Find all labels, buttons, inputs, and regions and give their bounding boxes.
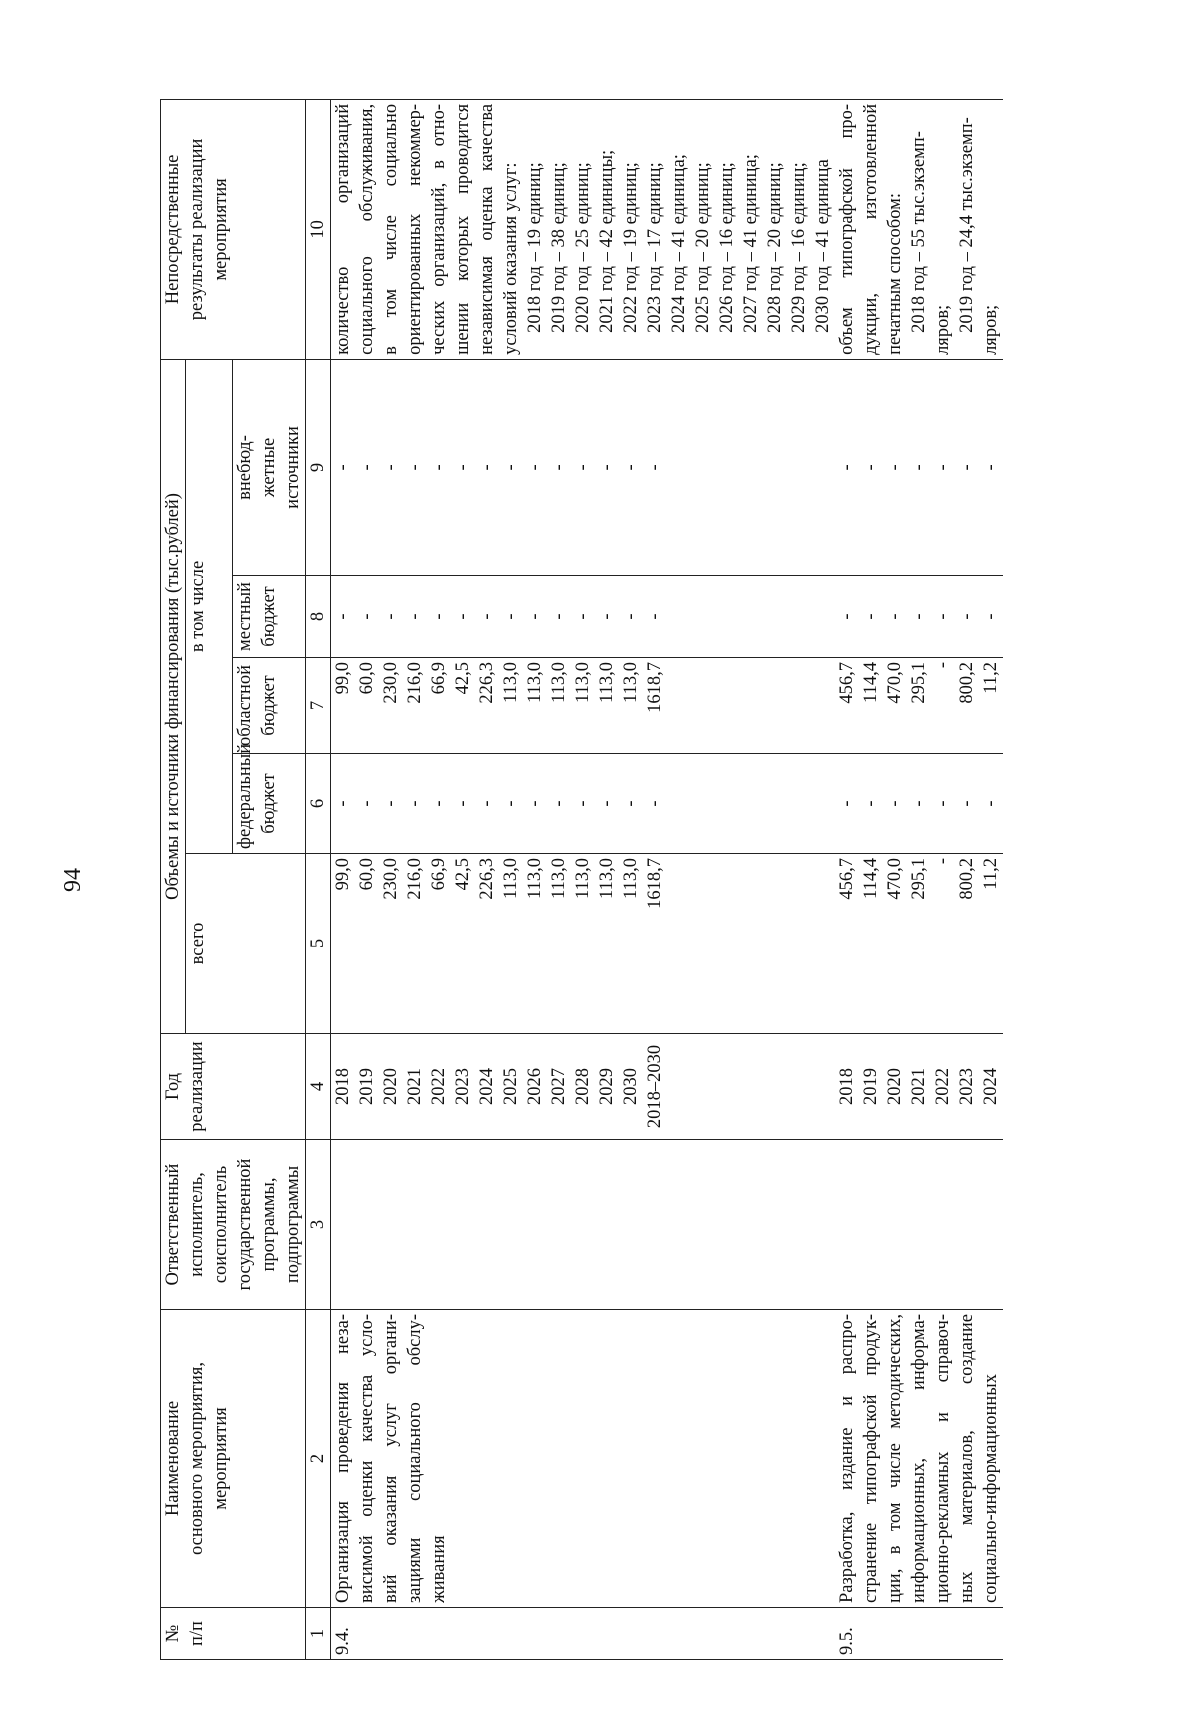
federal-cell [331, 754, 836, 854]
cell-line: 42,5 [453, 662, 473, 695]
cell-line: 2021 [909, 1068, 929, 1105]
cell-line: - [573, 613, 593, 620]
cell-line: странение типографской продук- [861, 1314, 881, 1603]
cell-line: 2028 [573, 1068, 593, 1105]
cell-line: социального обслуживания, [357, 103, 377, 355]
cell-line: 2030 [621, 1068, 641, 1105]
cell-line: - [597, 613, 617, 620]
cell-line: - [645, 464, 665, 471]
cell-line: 295,1 [909, 858, 929, 900]
cell-line: 2027 [549, 1068, 569, 1105]
year-cell [835, 1034, 1003, 1140]
cell-line: условий оказания услуг: [501, 162, 521, 355]
cell-line: 11,2 [981, 858, 1001, 890]
row-number: 9.4. [331, 1608, 836, 1660]
col-number: 1 [306, 1608, 331, 1660]
cell-line: - [405, 800, 425, 807]
cell-line: - [837, 613, 857, 620]
cell-line: 2024 год – 41 единица; [669, 154, 689, 333]
cell-line: 2026 [525, 1068, 545, 1105]
cell-line: 2024 [981, 1068, 1001, 1105]
cell-line: 42,5 [453, 858, 473, 891]
cell-line: - [477, 800, 497, 807]
cell-line: шении которых проводится [453, 103, 473, 355]
cell-line: - [477, 613, 497, 620]
cell-line: 2019 год – 38 единиц; [549, 162, 569, 333]
cell-line: 2030 год – 41 единица [813, 159, 833, 333]
executor-cell [835, 1140, 1003, 1310]
header-funding: Объемы и источники финансирования (тыс.рублей) [161, 359, 186, 1033]
cell-line: 2019 [861, 1068, 881, 1105]
cell-line: 2019 год – 24,4 тыс.экземп- [957, 117, 977, 333]
regional-cell [835, 658, 1003, 754]
local-cell [835, 576, 1003, 658]
federal-cell [835, 754, 1003, 854]
cell-line: 113,0 [525, 662, 545, 703]
cell-line: 2023 [957, 1068, 977, 1105]
offbudget-cell [331, 359, 836, 575]
cell-line: 60,0 [357, 662, 377, 695]
header-regional: областной бюджет [233, 658, 306, 754]
cell-line: 114,4 [861, 662, 881, 703]
cell-line: 2029 [597, 1068, 617, 1105]
header-no: № п/п [161, 1608, 306, 1660]
cell-line: - [885, 464, 905, 471]
cell-line: 2022 [429, 1068, 449, 1105]
cell-line: - [429, 613, 449, 620]
column-number-row [306, 99, 331, 1659]
cell-line: ляров; [933, 304, 953, 355]
cell-line: - [621, 800, 641, 807]
cell-line: - [333, 800, 353, 807]
cell-line: - [933, 464, 953, 471]
cell-line: 99,0 [333, 662, 353, 695]
cell-line: 470,0 [885, 662, 905, 704]
cell-line: - [933, 858, 953, 865]
header-local: местный бюджет [233, 576, 306, 658]
cell-line: - [861, 800, 881, 807]
cell-line: - [525, 800, 545, 807]
cell-line: 66,9 [429, 662, 449, 695]
col-number: 8 [306, 576, 331, 658]
cell-line: ных материалов, создание [957, 1314, 977, 1603]
cell-line: - [549, 464, 569, 471]
cell-line: - [405, 613, 425, 620]
cell-line: 2020 [885, 1068, 905, 1105]
cell-line: 113,0 [501, 662, 521, 703]
cell-line: 800,2 [957, 662, 977, 704]
cell-line: 11,2 [981, 662, 1001, 694]
cell-line: - [957, 464, 977, 471]
cell-line: 2018 [837, 1068, 857, 1105]
cell-line: независимая оценка качества [477, 103, 497, 355]
cell-line: информационных, информа- [909, 1314, 929, 1603]
cell-line: - [621, 464, 641, 471]
cell-line: - [573, 464, 593, 471]
cell-line: 2028 год – 20 единиц; [765, 162, 785, 333]
cell-line: 226,3 [477, 858, 497, 900]
cell-line: 2022 год – 19 единиц; [621, 162, 641, 333]
cell-line: 456,7 [837, 662, 857, 704]
cell-line: 216,0 [405, 662, 425, 704]
cell-line: количество организаций [333, 103, 353, 355]
cell-line: зациями социального обслу- [405, 1314, 425, 1603]
cell-line: - [957, 800, 977, 807]
cell-line: 230,0 [381, 858, 401, 900]
cell-line: - [933, 800, 953, 807]
col-number: 6 [306, 754, 331, 854]
cell-line: - [381, 800, 401, 807]
cell-line: 113,0 [597, 858, 617, 899]
cell-line: - [453, 464, 473, 471]
col-number: 3 [306, 1140, 331, 1310]
header-executor: Ответственный исполнитель, соисполнитель государственной программы, подпрограммы [161, 1140, 306, 1310]
header-total: всего [186, 854, 306, 1034]
cell-line: 1618,7 [645, 858, 665, 909]
cell-line: - [525, 613, 545, 620]
local-cell [331, 576, 836, 658]
cell-line: 230,0 [381, 662, 401, 704]
page-number: 94 [60, 868, 86, 892]
cell-line: - [885, 800, 905, 807]
cell-line: - [501, 800, 521, 807]
cell-line: 2021 [405, 1068, 425, 1105]
cell-line: 113,0 [549, 858, 569, 899]
header-name: Наименование основного мероприятия, мероприятия [161, 1310, 306, 1608]
header-offbudget: внебюд- жетные источники [233, 359, 306, 575]
year-cell [331, 1034, 836, 1140]
cell-line: объем типографской про- [837, 103, 857, 355]
header-incl: в том числе [186, 359, 233, 853]
table-row-9-4 [331, 99, 836, 1659]
cell-line: - [525, 464, 545, 471]
offbudget-cell [835, 359, 1003, 575]
cell-line: - [381, 464, 401, 471]
cell-line: 113,0 [549, 662, 569, 703]
cell-line: - [405, 464, 425, 471]
col-number: 10 [306, 99, 331, 359]
cell-line: 456,7 [837, 858, 857, 900]
total-cell [331, 854, 836, 1034]
cell-line: 2019 [357, 1068, 377, 1105]
cell-line: 113,0 [573, 858, 593, 899]
cell-line: - [453, 613, 473, 620]
cell-line: 2026 год – 16 единиц; [717, 162, 737, 333]
cell-line: - [837, 464, 857, 471]
col-number: 5 [306, 854, 331, 1034]
cell-line: - [501, 464, 521, 471]
cell-line: 60,0 [357, 858, 377, 891]
cell-line: 2022 [933, 1068, 953, 1105]
cell-line: ляров; [981, 304, 1001, 355]
activity-name [835, 1310, 1003, 1608]
cell-line: - [597, 800, 617, 807]
cell-line: 2018–2030 [645, 1044, 665, 1129]
executor-cell [331, 1140, 836, 1310]
rotated-table-page [60, 100, 1200, 1660]
cell-line: - [549, 613, 569, 620]
cell-line: - [645, 613, 665, 620]
header-year: Год реализации [161, 1034, 306, 1140]
col-number: 7 [306, 658, 331, 754]
cell-line: - [597, 464, 617, 471]
cell-line: социально-информационных [981, 1374, 1001, 1603]
cell-line: - [453, 800, 473, 807]
cell-line: 2025 [501, 1068, 521, 1105]
cell-line: - [981, 613, 1001, 620]
cell-line: Организация проведения неза- [333, 1314, 353, 1603]
cell-line: - [429, 464, 449, 471]
total-cell [835, 854, 1003, 1034]
cell-line: - [861, 464, 881, 471]
col-number: 9 [306, 359, 331, 575]
cell-line: ции, в том числе методических, [885, 1314, 905, 1603]
cell-line: - [333, 464, 353, 471]
cell-line: 99,0 [333, 858, 353, 891]
cell-line: - [933, 662, 953, 669]
program-activities-table [160, 99, 1003, 1660]
cell-line: 216,0 [405, 858, 425, 900]
result-cell [835, 99, 1003, 359]
cell-line: - [957, 613, 977, 620]
cell-line: - [933, 613, 953, 620]
cell-line: - [837, 800, 857, 807]
col-number: 4 [306, 1034, 331, 1140]
cell-line: 2018 год – 55 тыс.экземп- [909, 131, 929, 333]
cell-line: 2020 год – 25 единиц; [573, 162, 593, 333]
cell-line: 113,0 [501, 858, 521, 899]
cell-line: 113,0 [525, 858, 545, 899]
cell-line: живания [429, 1535, 449, 1603]
cell-line: - [981, 464, 1001, 471]
activity-name [331, 1310, 836, 1608]
cell-line: - [645, 800, 665, 807]
cell-line: ориентированных некоммер- [405, 103, 425, 355]
cell-line: - [909, 613, 929, 620]
cell-line: - [573, 800, 593, 807]
cell-line: ческих организаций, в отно- [429, 103, 449, 355]
cell-line: 2025 год – 20 единиц; [693, 162, 713, 333]
cell-line: 226,3 [477, 662, 497, 704]
regional-cell [331, 658, 836, 754]
cell-line: 113,0 [597, 662, 617, 703]
cell-line: - [357, 613, 377, 620]
cell-line: в том числе социально [381, 103, 401, 355]
cell-line: - [501, 613, 521, 620]
cell-line: 470,0 [885, 858, 905, 900]
cell-line: - [861, 613, 881, 620]
cell-line: дукции, изготовленной [861, 103, 881, 355]
cell-line: 113,0 [621, 662, 641, 703]
cell-line: 2018 год – 19 единиц; [525, 162, 545, 333]
cell-line: - [549, 800, 569, 807]
cell-line: - [357, 464, 377, 471]
cell-line: 2018 [333, 1068, 353, 1105]
cell-line: - [885, 613, 905, 620]
cell-line: 295,1 [909, 662, 929, 704]
table-row-9-5 [835, 99, 1003, 1659]
cell-line: - [357, 800, 377, 807]
cell-line: висимой оценки качества усло- [357, 1314, 377, 1603]
cell-line: 2023 год – 17 единиц; [645, 162, 665, 333]
cell-line: 2027 год – 41 единица; [741, 154, 761, 333]
cell-line: - [909, 800, 929, 807]
cell-line: 2021 год – 42 единицы; [597, 149, 617, 333]
header-results: Непосредственные результаты реализации мероприятия [161, 99, 306, 359]
cell-line: - [333, 613, 353, 620]
cell-line: - [909, 464, 929, 471]
header-row-1 [161, 99, 186, 1659]
cell-line: 66,9 [429, 858, 449, 891]
cell-line: ционно-рекламных и справоч- [933, 1314, 953, 1603]
cell-line: 2024 [477, 1068, 497, 1105]
cell-line: - [381, 613, 401, 620]
cell-line: вий оказания услуг органи- [381, 1314, 401, 1603]
col-number: 2 [306, 1310, 331, 1608]
header-federal: федеральный бюджет [233, 754, 306, 854]
result-cell [331, 99, 836, 359]
cell-line: печатным способом: [885, 193, 905, 355]
cell-line: - [981, 800, 1001, 807]
cell-line: 1618,7 [645, 662, 665, 713]
cell-line: 800,2 [957, 858, 977, 900]
cell-line: 2029 год – 16 единиц; [789, 162, 809, 333]
cell-line: 113,0 [621, 858, 641, 899]
cell-line: - [621, 613, 641, 620]
cell-line: 2020 [381, 1068, 401, 1105]
cell-line: - [477, 464, 497, 471]
cell-line: - [429, 800, 449, 807]
cell-line: Разработка, издание и распро- [837, 1314, 857, 1603]
cell-line: 113,0 [573, 662, 593, 703]
row-number: 9.5. [835, 1608, 1003, 1660]
cell-line: 2023 [453, 1068, 473, 1105]
cell-line: 114,4 [861, 858, 881, 899]
